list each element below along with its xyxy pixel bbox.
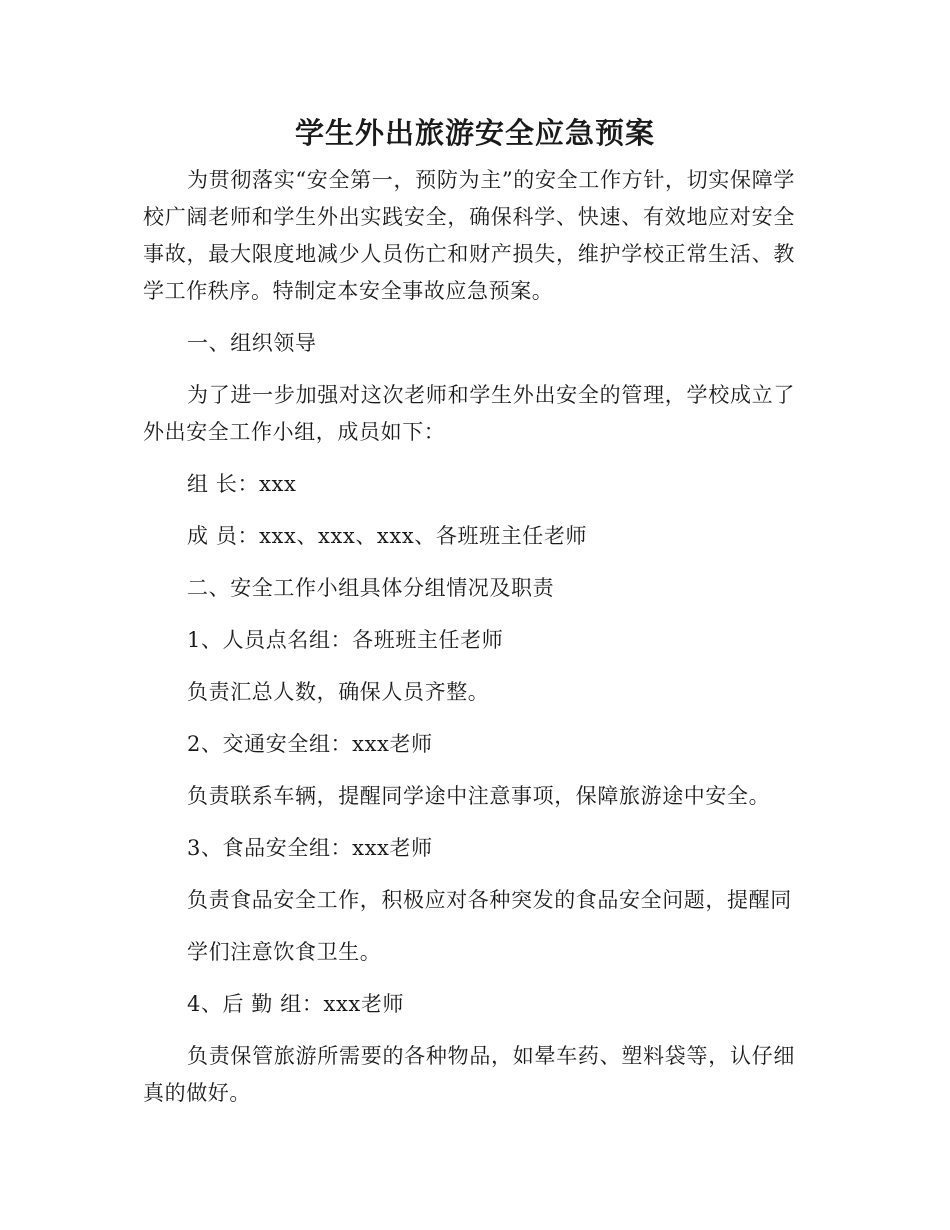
group-4-duty: 负责保管旅游所需要的各种物品，如晕车药、塑料袋等，认仔细真的做好。 — [143, 1044, 795, 1105]
group-1-duty: 负责汇总人数，确保人员齐整。 — [187, 680, 490, 704]
organization-paragraph: 为了进一步加强对这次老师和学生外出安全的管理，学校成立了外出安全工作小组，成员如下： — [143, 383, 795, 444]
members-line: 成 员：xxx、xxx、xxx、各班班主任老师 — [187, 524, 588, 548]
group-1-heading: 1、人员点名组：各班班主任老师 — [187, 628, 504, 652]
leader-line: 组 长：xxx — [187, 472, 297, 496]
group-2-duty: 负责联系车辆，提醒同学途中注意事项，保障旅游途中安全。 — [187, 784, 771, 808]
group-3-duty-line-1: 负责食品安全工作，积极应对各种突发的食品安全问题，提醒同 — [187, 888, 792, 912]
document-body — [143, 162, 795, 1112]
group-4-heading: 4、后 勤 组：xxx老师 — [187, 992, 405, 1016]
document-title: 学生外出旅游安全应急预案 — [294, 116, 655, 150]
section-heading-organization: 一、组织领导 — [187, 331, 317, 355]
group-3-duty-line-2: 学们注意饮食卫生。 — [187, 940, 382, 964]
section-heading-groups: 二、安全工作小组具体分组情况及职责 — [187, 576, 555, 600]
group-2-heading: 2、交通安全组：xxx老师 — [187, 732, 433, 756]
group-3-heading: 3、食品安全组：xxx老师 — [187, 836, 433, 860]
intro-paragraph: 为贯彻落实“安全第一，预防为主”的安全工作方针，切实保障学校广阔老师和学生外出实践安全，确保科学、快速、有效地应对安全事故，最大限度地减少人员伤亡和财产损失，维护学校正常生活、教学工作秩序。特制定本安全事故应急预案。 — [143, 168, 795, 303]
